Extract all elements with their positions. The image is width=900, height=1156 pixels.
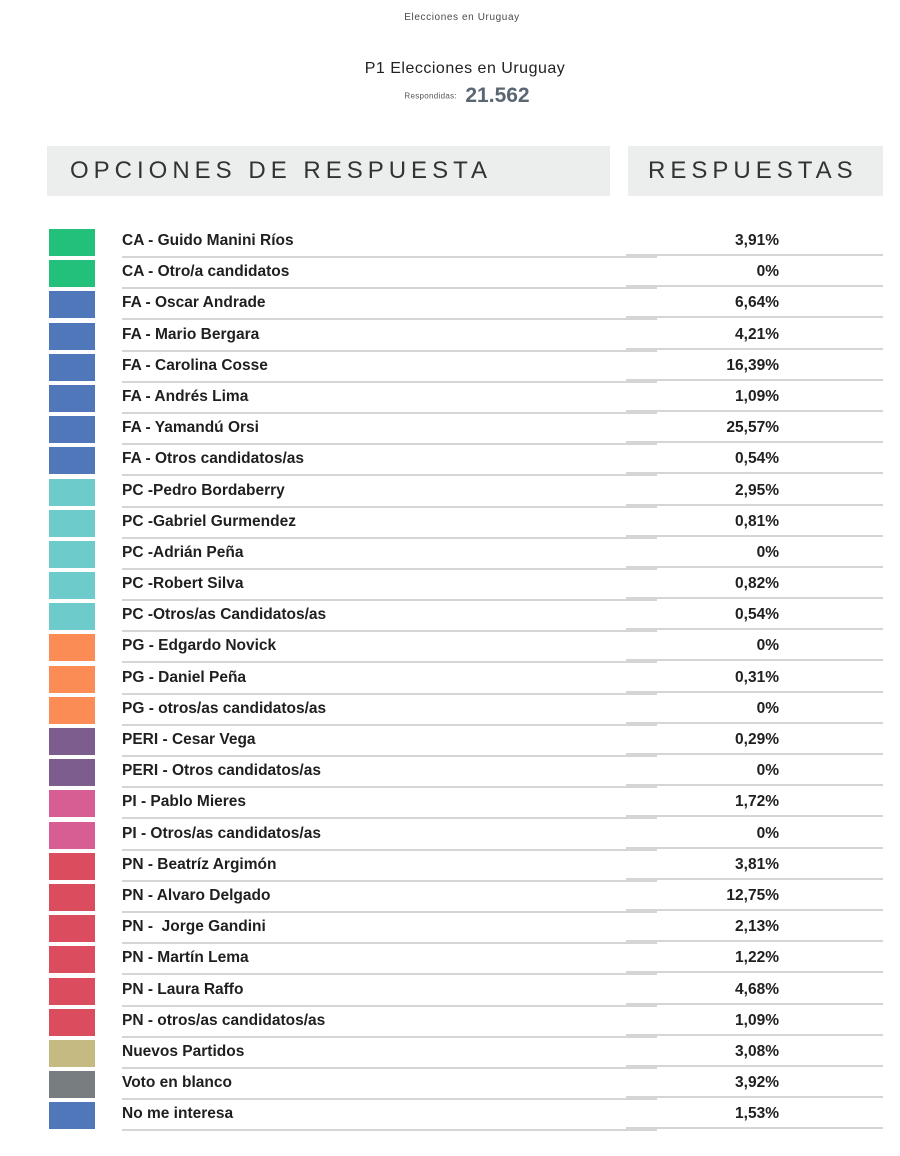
party-color-swatch [49,853,95,880]
party-color-swatch [49,697,95,724]
option-label: PC -Robert Silva [122,570,657,601]
response-percentage: 3,91% [626,227,883,256]
party-color-swatch [49,603,95,630]
option-label: FA - Mario Bergara [122,321,657,352]
responses-label: Respondidas: [404,91,457,101]
response-percentage: 0,31% [626,664,883,693]
table-row [47,1100,883,1131]
option-label: PN - Alvaro Delgado [122,882,657,913]
option-label: PG - otros/as candidatos/as [122,695,657,726]
option-label: FA - Carolina Cosse [122,352,657,383]
party-color-swatch [49,229,95,256]
option-label: PC -Gabriel Gurmendez [122,508,657,539]
table-row [47,726,883,757]
party-color-swatch [49,915,95,942]
party-color-swatch [49,946,95,973]
party-color-swatch [49,416,95,443]
response-percentage: 0% [626,632,883,661]
party-color-swatch [49,1071,95,1098]
option-label: CA - Otro/a candidatos [122,258,657,289]
option-label: FA - Yamandú Orsi [122,414,657,445]
table-row [47,352,883,383]
response-percentage: 3,92% [626,1069,883,1098]
header-options: OPCIONES DE RESPUESTA [47,146,610,196]
party-color-swatch [49,1102,95,1129]
option-label: PN - Martín Lema [122,944,657,975]
response-percentage: 1,09% [626,1007,883,1036]
response-percentage: 0% [626,539,883,568]
table-row [47,664,883,695]
table-row [47,414,883,445]
option-label: PN - Laura Raffo [122,976,657,1007]
option-label: CA - Guido Manini Ríos [122,227,657,258]
response-percentage: 2,13% [626,913,883,942]
response-percentage: 4,21% [626,321,883,350]
table-row [47,321,883,352]
response-percentage: 3,81% [626,851,883,880]
party-color-swatch [49,479,95,506]
response-percentage: 4,68% [626,976,883,1005]
party-color-swatch [49,1009,95,1036]
response-percentage: 12,75% [626,882,883,911]
table-row [47,851,883,882]
answer-table [47,227,883,1131]
party-color-swatch [49,666,95,693]
party-color-swatch [49,260,95,287]
question-title: P1 Elecciones en Uruguay [364,60,566,77]
table-row [47,1069,883,1100]
response-percentage: 6,64% [626,289,883,318]
party-color-swatch [49,323,95,350]
party-color-swatch [49,822,95,849]
party-color-swatch [49,541,95,568]
response-percentage: 0,82% [626,570,883,599]
option-label: PI - Otros/as candidatos/as [122,820,657,851]
table-row [47,695,883,726]
option-label: PERI - Cesar Vega [122,726,657,757]
table-row [47,539,883,570]
response-percentage: 0,54% [626,601,883,630]
option-label: PG - Daniel Peña [122,664,657,695]
option-label: PC -Adrián Peña [122,539,657,570]
response-percentage: 3,08% [626,1038,883,1067]
header-responses: RESPUESTAS [628,146,883,196]
party-color-swatch [49,447,95,474]
table-row [47,976,883,1007]
response-percentage: 0% [626,695,883,724]
option-label: PG - Edgardo Novick [122,632,657,663]
table-row [47,632,883,663]
response-percentage: 1,22% [626,944,883,973]
table-row [47,1038,883,1069]
response-percentage: 0,29% [626,726,883,755]
party-color-swatch [49,978,95,1005]
party-color-swatch [49,354,95,381]
table-row [47,227,883,258]
table-row [47,258,883,289]
table-row [47,757,883,788]
responses-count-line [0,84,900,108]
option-label: PERI - Otros candidatos/as [122,757,657,788]
option-label: FA - Otros candidatos/as [122,445,657,476]
party-color-swatch [49,385,95,412]
party-color-swatch [49,291,95,318]
table-row [47,913,883,944]
party-color-swatch [49,759,95,786]
table-row [47,570,883,601]
party-color-swatch [49,884,95,911]
survey-title: Elecciones en Uruguay [404,12,520,23]
response-percentage: 0% [626,820,883,849]
option-label: PN - otros/as candidatos/as [122,1007,657,1038]
party-color-swatch [49,634,95,661]
response-percentage: 0,54% [626,445,883,474]
option-label: PC -Otros/as Candidatos/as [122,601,657,632]
table-row [47,445,883,476]
party-color-swatch [49,572,95,599]
party-color-swatch [49,728,95,755]
response-percentage: 0% [626,258,883,287]
option-label: Nuevos Partidos [122,1038,657,1069]
party-color-swatch [49,1040,95,1067]
option-label: Voto en blanco [122,1069,657,1100]
table-row [47,1007,883,1038]
option-label: PC -Pedro Bordaberry [122,477,657,508]
responses-count: 21.562 [465,84,530,107]
table-row [47,383,883,414]
table-row [47,820,883,851]
response-percentage: 16,39% [626,352,883,381]
table-row [47,882,883,913]
response-percentage: 1,72% [626,788,883,817]
table-row [47,944,883,975]
option-label: PN - Jorge Gandini [122,913,657,944]
party-color-swatch [49,790,95,817]
response-percentage: 0,81% [626,508,883,537]
response-percentage: 1,53% [626,1100,883,1129]
option-label: FA - Andrés Lima [122,383,657,414]
response-percentage: 2,95% [626,477,883,506]
table-row [47,477,883,508]
option-label: PI - Pablo Mieres [122,788,657,819]
option-label: FA - Oscar Andrade [122,289,657,320]
table-row [47,289,883,320]
option-label: No me interesa [122,1100,657,1131]
table-row [47,508,883,539]
response-percentage: 1,09% [626,383,883,412]
option-label: PN - Beatríz Argimón [122,851,657,882]
party-color-swatch [49,510,95,537]
table-row [47,788,883,819]
response-percentage: 0% [626,757,883,786]
table-row [47,601,883,632]
response-percentage: 25,57% [626,414,883,443]
